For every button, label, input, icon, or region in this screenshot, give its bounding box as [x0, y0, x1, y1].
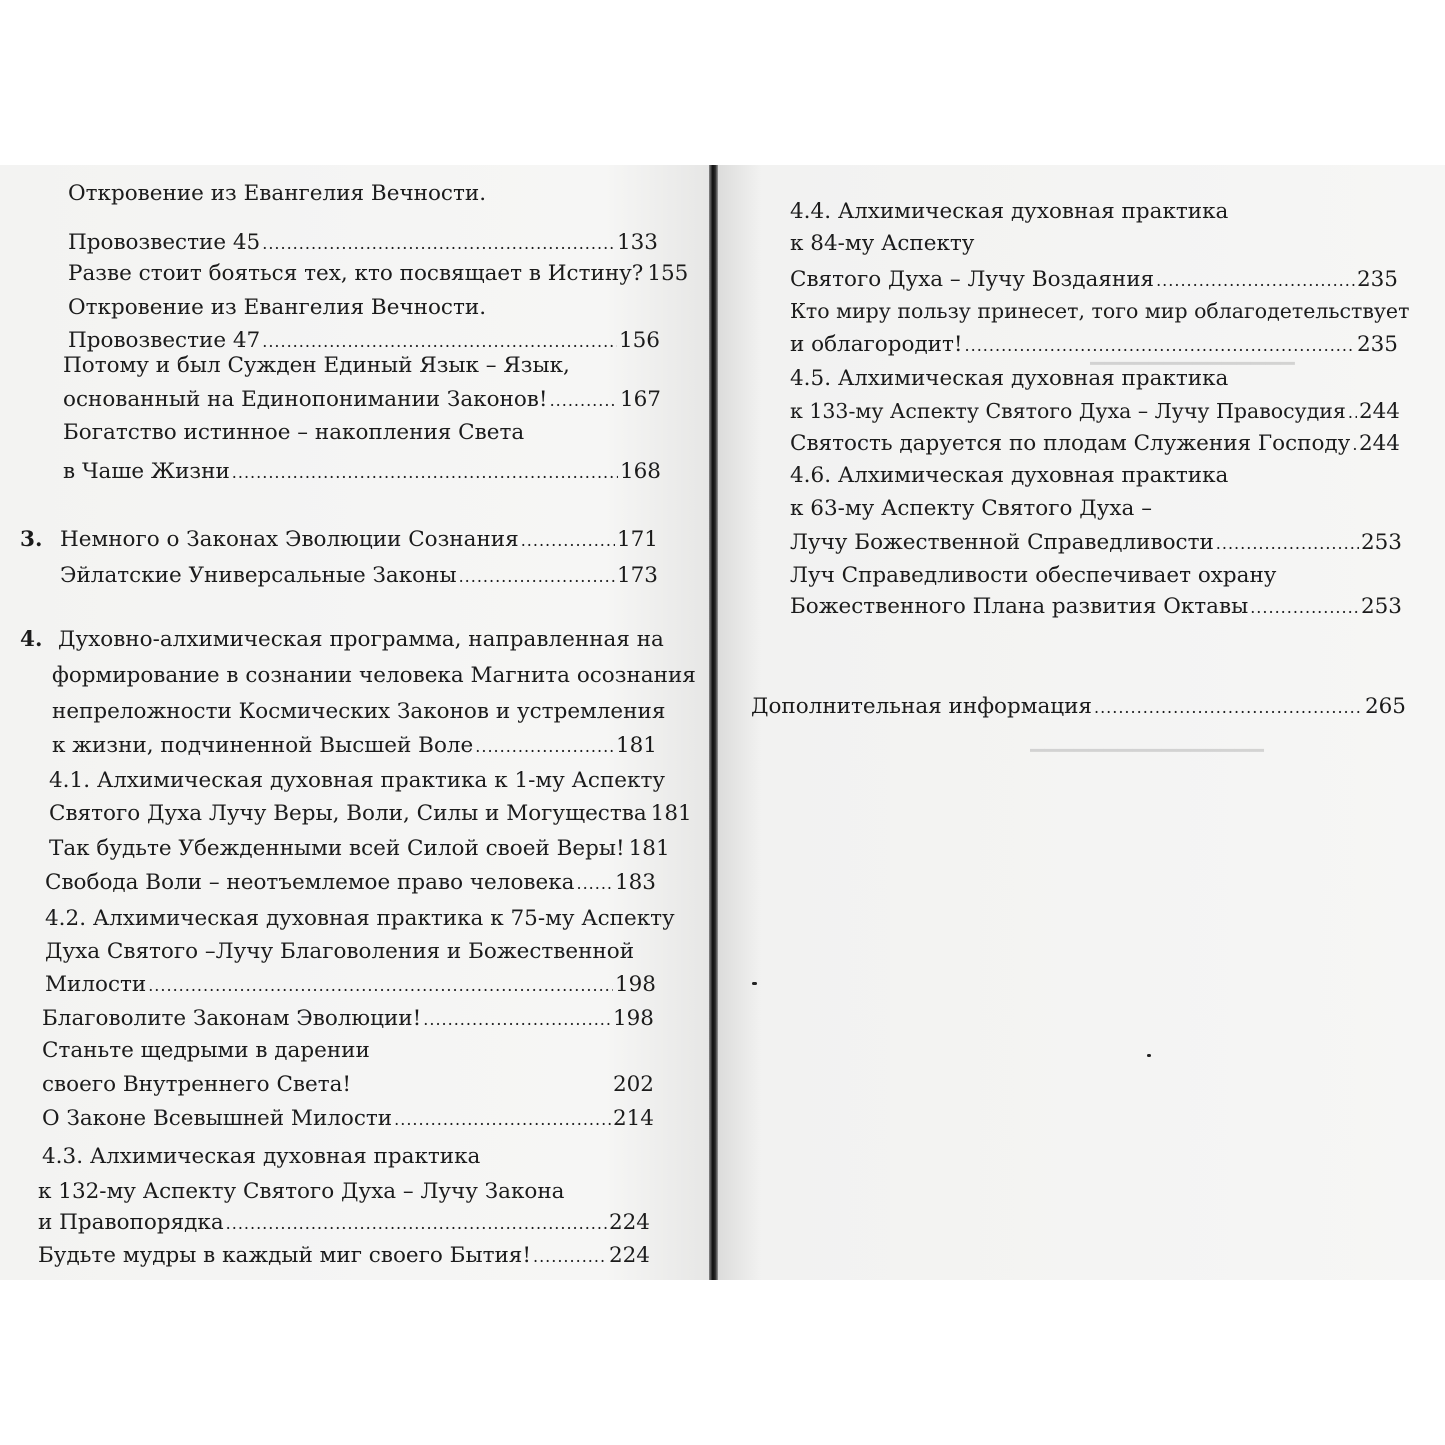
toc-entry[interactable]: Немного о Законах Эволюции Сознания ..... 171: [60, 525, 658, 556]
toc-entry[interactable]: Святого Духа – Лучу Воздаяния ..... 235: [790, 265, 1398, 296]
toc-entry[interactable]: Откровение из Евангелия Вечности.: [68, 295, 487, 320]
toc-entry[interactable]: 4.4. Алхимическая духовная практика: [790, 199, 1229, 224]
toc-entry[interactable]: своего Внутреннего Света! 202: [42, 1072, 654, 1097]
leader-dots: [262, 229, 615, 259]
print-speck: [752, 982, 757, 985]
toc-entry[interactable]: основанный на Единопонимании Законов! ..... 167: [63, 385, 661, 416]
leader-dots: [148, 971, 613, 1001]
toc-entry[interactable]: к жизни, подчиненной Высшей Воле ..... 181: [52, 731, 657, 762]
print-speck: [1147, 1054, 1151, 1057]
leader-dots: [226, 1209, 607, 1239]
leader-dots: [576, 869, 612, 899]
toc-entry[interactable]: Провозвестие 45 ..... 133: [68, 228, 658, 259]
leader-dots: [1094, 693, 1363, 723]
toc-entry[interactable]: и Правопорядка ..... 224: [38, 1208, 650, 1239]
toc-entry[interactable]: Станьте щедрыми в дарении: [42, 1038, 370, 1063]
toc-entry[interactable]: и облагородит! ..... 235: [790, 330, 1398, 361]
toc-entry[interactable]: Божественного Плана развития Октавы ..... 253: [790, 592, 1402, 623]
toc-entry[interactable]: Духа Святого –Лучу Благоволения и Божественной: [45, 939, 635, 964]
toc-entry[interactable]: Милости ..... 198: [45, 970, 656, 1001]
toc-entry[interactable]: 4.5. Алхимическая духовная практика: [790, 366, 1229, 391]
leader-dots: [550, 386, 618, 416]
toc-entry[interactable]: Дополнительная информация ..... 265: [751, 692, 1406, 723]
toc-entry[interactable]: Эйлатские Универсальные Законы ..... 173: [60, 561, 658, 592]
show-through-text: ▁▁▁▁▁▁▁▁▁▁▁▁▁▁▁▁: [1030, 730, 1264, 752]
show-through-text: ▁▁▁▁▁▁▁▁▁▁▁▁▁▁: [1090, 343, 1295, 365]
section-number: 4.: [20, 627, 43, 652]
leader-dots: [1216, 529, 1359, 559]
leader-dots: [1250, 593, 1359, 623]
toc-entry[interactable]: 4.2. Алхимическая духовная практика к 75-му Аспекту: [45, 906, 675, 931]
toc-entry[interactable]: Так будьте Убежденными всей Силой своей Веры! 181: [49, 836, 670, 861]
toc-entry[interactable]: Провозвестие 47 ..... 156: [68, 326, 660, 357]
leader-dots: [423, 1005, 611, 1035]
toc-entry[interactable]: Разве стоит бояться тех, кто посвящает в Истину? 155: [68, 261, 689, 286]
toc-entry[interactable]: к 132-му Аспекту Святого Духа – Лучу Закона: [38, 1179, 565, 1204]
toc-entry[interactable]: 4.6. Алхимическая духовная практика: [790, 463, 1229, 488]
toc-entry[interactable]: 4.3. Алхимическая духовная практика: [42, 1144, 481, 1169]
toc-entry[interactable]: Кто миру пользу принесет, того мир облагодетельствует: [790, 299, 1410, 323]
toc-entry[interactable]: Богатство истинное – накопления Света: [63, 420, 525, 445]
toc-entry[interactable]: к 84-му Аспекту: [790, 231, 975, 256]
toc-entry[interactable]: Лучу Божественной Справедливости ..... 253: [790, 528, 1402, 559]
leader-dots: [232, 458, 618, 488]
toc-entry[interactable]: Свобода Воли – неотъемлемое право человека ..... 183: [45, 868, 656, 899]
section-number: 3.: [20, 527, 43, 552]
toc-entry[interactable]: Луч Справедливости обеспечивает охрану: [790, 563, 1277, 588]
toc-entry[interactable]: Будьте мудры в каждый миг своего Бытия! ..... 224: [38, 1241, 650, 1272]
leader-dots: [1156, 266, 1355, 296]
toc-entry[interactable]: непреложности Космических Законов и устремления: [52, 699, 666, 724]
toc-entry[interactable]: Святость даруется по плодам Служения Господу ..... 244: [790, 429, 1400, 460]
leader-dots: [459, 562, 615, 592]
toc-entry[interactable]: Святого Духа Лучу Веры, Воли, Силы и Могущества 181: [49, 801, 692, 826]
leader-dots: [475, 732, 614, 762]
toc-entry[interactable]: к 133-му Аспекту Святого Духа – Лучу Правосудия ..... 244: [790, 396, 1400, 428]
leader-dots: [965, 331, 1355, 361]
leader-dots: [1352, 430, 1357, 460]
toc-entry[interactable]: Откровение из Евангелия Вечности.: [68, 181, 487, 206]
toc-entry[interactable]: О Законе Всевышней Милости ..... 214: [42, 1104, 654, 1135]
book-gutter: [709, 165, 718, 1280]
toc-entry[interactable]: в Чаше Жизни ..... 168: [63, 457, 661, 488]
leader-dots: [533, 1242, 607, 1272]
toc-entry[interactable]: Потому и был Сужден Единый Язык – Язык,: [63, 353, 570, 378]
leader-dots: [521, 526, 615, 556]
leader-dots: [394, 1105, 611, 1135]
leader-dots: [1348, 398, 1357, 428]
toc-entry[interactable]: к 63-му Аспекту Святого Духа –: [790, 496, 1152, 521]
toc-entry[interactable]: Благоволите Законам Эволюции! ..... 198: [42, 1004, 654, 1035]
toc-entry[interactable]: Духовно-алхимическая программа, направленная на: [58, 627, 664, 652]
toc-entry[interactable]: формирование в сознании человека Магнита осознания: [52, 663, 696, 688]
toc-entry[interactable]: 4.1. Алхимическая духовная практика к 1-му Аспекту: [49, 768, 665, 793]
